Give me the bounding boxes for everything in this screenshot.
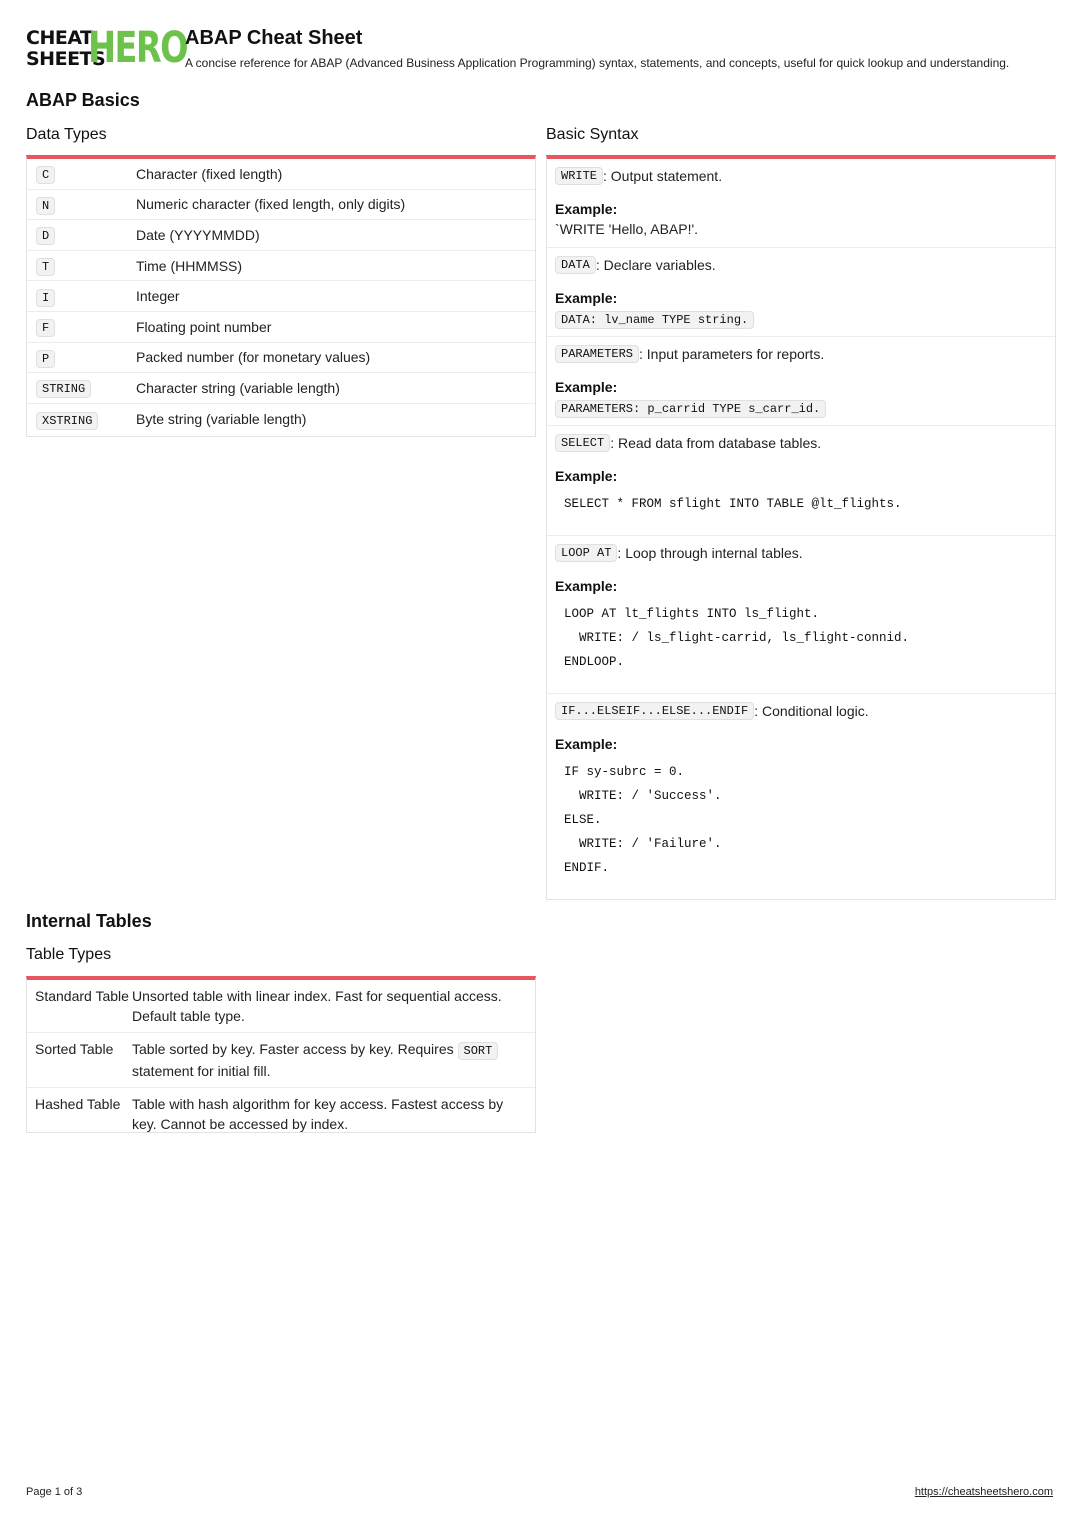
example-code-block: LOOP AT lt_flights INTO ls_flight. WRITE: / ls_flight-carrid, ls_flight-connid. ENDLOOP. — [564, 607, 910, 669]
type-description: Date (YYYYMMDD) — [136, 226, 260, 243]
page-title: ABAP Cheat Sheet — [185, 27, 363, 49]
table-types-card — [26, 976, 536, 1133]
keyword-code: LOOP AT — [555, 544, 617, 562]
type-code: STRING — [36, 380, 91, 398]
syntax-item-if — [547, 694, 1055, 900]
table-row — [27, 1088, 535, 1140]
example-code: DATA: lv_name TYPE string. — [555, 311, 754, 329]
table-row — [27, 980, 535, 1033]
table-row — [27, 312, 535, 343]
keyword-description: : Output statement. — [603, 168, 723, 184]
type-description: Character string (variable length) — [136, 379, 340, 396]
syntax-item-write — [547, 159, 1055, 248]
site-link[interactable]: https://cheatsheetshero.com — [914, 1486, 1053, 1498]
keyword-code: DATA — [555, 256, 596, 274]
table-row — [27, 190, 535, 221]
table-row — [27, 159, 535, 190]
section-heading-abap-basics: ABAP Basics — [26, 90, 140, 110]
table-type-name: Sorted Table — [35, 1041, 114, 1057]
example-text: `WRITE 'Hello, ABAP!'. — [555, 221, 699, 237]
logo-hero-text: HERO — [88, 23, 188, 73]
keyword-code: SELECT — [555, 434, 610, 452]
cheatsheetshero-logo[interactable] — [26, 23, 188, 73]
table-row — [27, 404, 535, 435]
example-label: Example: — [555, 379, 618, 395]
keyword-code: PARAMETERS — [555, 345, 639, 363]
example-label: Example: — [555, 290, 618, 306]
type-code: I — [36, 289, 55, 307]
keyword-description: : Conditional logic. — [754, 703, 869, 719]
example-label: Example: — [555, 468, 618, 484]
type-code: D — [36, 227, 55, 245]
table-row — [27, 251, 535, 282]
type-description: Byte string (variable length) — [136, 411, 307, 428]
sort-code: SORT — [458, 1042, 499, 1060]
example-code: PARAMETERS: p_carrid TYPE s_carr_id. — [555, 400, 826, 418]
table-row — [27, 1033, 535, 1088]
keyword-code: IF...ELSEIF...ELSE...ENDIF — [555, 702, 754, 720]
data-types-card — [26, 155, 536, 437]
syntax-item-data — [547, 248, 1055, 337]
example-label: Example: — [555, 578, 618, 594]
keyword-description: : Loop through internal tables. — [617, 545, 803, 561]
table-type-description: Table sorted by key. Faster access by key. Requires SORT statement for initial fill. — [132, 1039, 527, 1081]
type-description: Floating point number — [136, 318, 272, 335]
type-code: N — [36, 197, 55, 215]
basic-syntax-card — [546, 155, 1056, 900]
example-label: Example: — [555, 736, 618, 752]
table-row — [27, 281, 535, 312]
table-type-description: Table with hash algorithm for key access. Fastest access by key. Cannot be accessed by index. — [132, 1096, 504, 1132]
type-code: P — [36, 350, 55, 368]
type-description: Numeric character (fixed length, only digits) — [136, 196, 406, 213]
section-heading-internal-tables: Internal Tables — [26, 911, 152, 931]
syntax-item-select — [547, 426, 1055, 536]
type-code: F — [36, 319, 55, 337]
table-type-name: Standard Table — [35, 988, 129, 1004]
type-description: Packed number (for monetary values) — [136, 349, 371, 366]
type-description: Integer — [136, 288, 180, 305]
page-number: Page 1 of 3 — [26, 1486, 83, 1498]
syntax-item-parameters — [547, 337, 1055, 426]
keyword-code: WRITE — [555, 167, 603, 185]
keyword-description: : Input parameters for reports. — [639, 346, 825, 362]
table-types-heading: Table Types — [26, 946, 112, 963]
basic-syntax-heading: Basic Syntax — [546, 126, 639, 143]
table-row — [27, 343, 535, 374]
keyword-description: : Read data from database tables. — [610, 435, 822, 451]
keyword-description: : Declare variables. — [595, 257, 716, 273]
table-row — [27, 373, 535, 404]
logo-text: CHEAT SHEETS — [26, 27, 106, 70]
type-code: C — [36, 166, 55, 184]
example-code-block: IF sy-subrc = 0. WRITE: / 'Success'. ELSE. WRITE: / 'Failure'. ENDIF. — [564, 765, 722, 875]
type-code: T — [36, 258, 55, 276]
table-row — [27, 220, 535, 251]
page-header — [26, 23, 1066, 76]
example-label: Example: — [555, 201, 618, 217]
type-description: Character (fixed length) — [136, 165, 283, 182]
syntax-item-loop-at — [547, 536, 1055, 694]
page-subtitle: A concise reference for ABAP (Advanced Business Application Programming) syntax, statements, and concepts, useful for quick lookup and understanding. — [185, 56, 1010, 70]
data-types-heading: Data Types — [26, 126, 107, 143]
type-description: Time (HHMMSS) — [136, 257, 243, 274]
table-type-description: Unsorted table with linear index. Fast for sequential access. Default table type. — [132, 988, 502, 1024]
table-type-name: Hashed Table — [35, 1096, 121, 1112]
type-code: XSTRING — [36, 412, 98, 430]
example-code-block: SELECT * FROM sflight INTO TABLE @lt_flights. — [564, 497, 902, 511]
